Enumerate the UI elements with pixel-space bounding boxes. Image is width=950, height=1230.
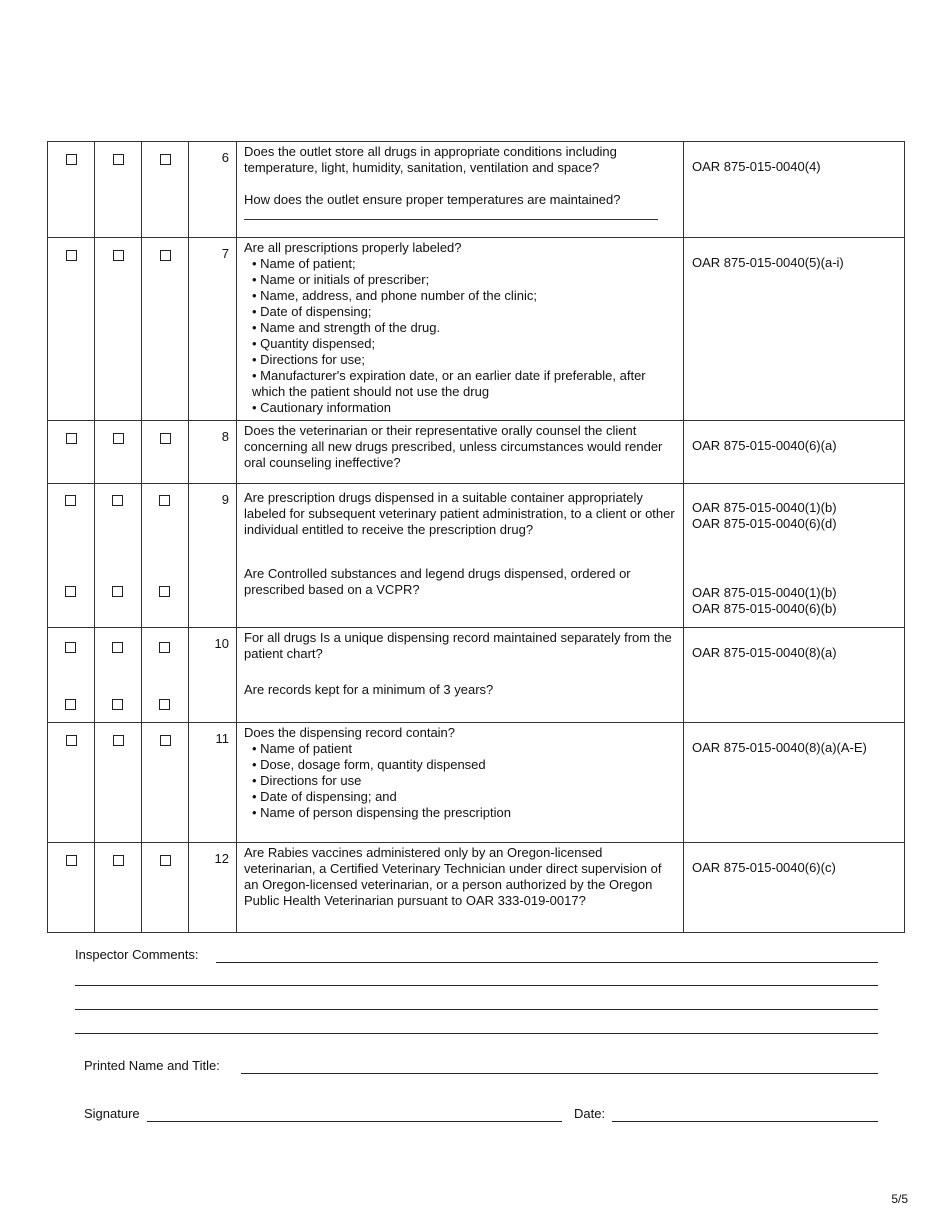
checkbox-no[interactable]: [112, 642, 123, 653]
checkbox-yes[interactable]: [65, 642, 76, 653]
checkbox-na[interactable]: [159, 586, 170, 597]
bullet-item: • Name of patient;: [252, 256, 677, 272]
question-text: Are prescription drugs dispensed in a suitable container appropriately labeled for subsequent veterinary patient administration, to a client or other individual entitled to receive the prescription drug?: [244, 490, 675, 537]
bullet-item: • Date of dispensing; and: [252, 789, 677, 805]
checkbox-na[interactable]: [160, 735, 171, 746]
reference: OAR 875-015-0040(5)(a-i): [692, 255, 844, 270]
checklist-row-10: [48, 628, 905, 723]
checkbox-no[interactable]: [113, 433, 124, 444]
bullet-list: [244, 741, 677, 821]
bullet-item: • Name, address, and phone number of the clinic;: [252, 288, 677, 304]
checkbox-na[interactable]: [160, 154, 171, 165]
question-text-2: Are Controlled substances and legend drugs dispensed, ordered or prescribed based on a VCPR?: [244, 566, 631, 597]
checkbox-yes[interactable]: [66, 154, 77, 165]
question-text: Does the dispensing record contain?: [244, 725, 456, 740]
checkbox-yes[interactable]: [65, 699, 76, 710]
printed-name-label: Printed Name and Title:: [84, 1058, 220, 1073]
item-number: 6: [189, 142, 237, 238]
reference: OAR 875-015-0040(8)(a)(A-E): [692, 740, 867, 755]
checklist-row-6: [48, 142, 905, 238]
signature-label: Signature: [84, 1106, 140, 1121]
date-line[interactable]: [612, 1121, 878, 1122]
reference: OAR 875-015-0040(1)(b): [692, 500, 837, 515]
item-number: 7: [189, 238, 237, 421]
checkbox-no[interactable]: [112, 699, 123, 710]
checkbox-no[interactable]: [113, 154, 124, 165]
answer-line[interactable]: [244, 218, 658, 220]
reference: OAR 875-015-0040(6)(a): [692, 438, 837, 453]
checkbox-no[interactable]: [113, 855, 124, 866]
question-text: Does the outlet store all drugs in appropriate conditions including temperature, light, humidity, sanitation, ventilation and space?: [244, 144, 617, 175]
checkbox-no[interactable]: [112, 586, 123, 597]
checkbox-no[interactable]: [113, 735, 124, 746]
checkbox-na[interactable]: [160, 855, 171, 866]
item-number: 10: [189, 628, 237, 723]
question-text-2: How does the outlet ensure proper temperatures are maintained?: [244, 192, 621, 207]
checklist-row-8: [48, 421, 905, 484]
reference: OAR 875-015-0040(6)(d): [692, 516, 837, 531]
question-text-2: Are records kept for a minimum of 3 years?: [244, 682, 494, 697]
reference: OAR 875-015-0040(1)(b): [692, 585, 837, 600]
checklist-row-11: [48, 723, 905, 843]
reference: OAR 875-015-0040(8)(a): [692, 645, 837, 660]
bullet-item: • Cautionary information: [252, 400, 677, 416]
reference: OAR 875-015-0040(6)(b): [692, 601, 837, 616]
inspection-checklist: [47, 141, 905, 933]
bullet-item: • Manufacturer's expiration date, or an earlier date if preferable, after which the patient should not use the drug: [252, 368, 677, 400]
checklist-row-9: [48, 484, 905, 628]
bullet-item: • Quantity dispensed;: [252, 336, 677, 352]
question-text: Are all prescriptions properly labeled?: [244, 240, 462, 255]
bullet-item: • Directions for use: [252, 773, 677, 789]
bullet-list: [244, 256, 677, 416]
checkbox-yes[interactable]: [66, 433, 77, 444]
bullet-item: • Name or initials of prescriber;: [252, 272, 677, 288]
checklist-row-12: [48, 843, 905, 933]
signature-line[interactable]: [147, 1121, 562, 1122]
bullet-item: • Name of person dispensing the prescription: [252, 805, 677, 821]
reference: OAR 875-015-0040(6)(c): [692, 860, 836, 875]
printed-name-line[interactable]: [241, 1073, 878, 1074]
question-text: Does the veterinarian or their representative orally counsel the client concerning all new drugs prescribed, unless circumstances would render oral counseling ineffective?: [244, 423, 663, 470]
inspector-comments-label: Inspector Comments:: [75, 947, 199, 962]
checkbox-no[interactable]: [112, 495, 123, 506]
bullet-item: • Name and strength of the drug.: [252, 320, 677, 336]
bullet-item: • Name of patient: [252, 741, 677, 757]
comments-line[interactable]: [75, 1033, 878, 1034]
checkbox-na[interactable]: [159, 495, 170, 506]
page-number: 5/5: [891, 1192, 908, 1206]
date-label: Date:: [574, 1106, 606, 1121]
checkbox-yes[interactable]: [66, 735, 77, 746]
reference: OAR 875-015-0040(4): [692, 159, 821, 174]
question-text: For all drugs Is a unique dispensing record maintained separately from the patient chart?: [244, 630, 672, 661]
bullet-item: • Dose, dosage form, quantity dispensed: [252, 757, 677, 773]
checkbox-yes[interactable]: [65, 495, 76, 506]
comments-line[interactable]: [75, 985, 878, 986]
checkbox-yes[interactable]: [66, 250, 77, 261]
comments-line[interactable]: [75, 1009, 878, 1010]
bullet-item: • Directions for use;: [252, 352, 677, 368]
checklist-row-7: [48, 238, 905, 421]
checkbox-yes[interactable]: [66, 855, 77, 866]
checkbox-na[interactable]: [160, 250, 171, 261]
item-number: 8: [189, 421, 237, 484]
checkbox-no[interactable]: [113, 250, 124, 261]
checkbox-na[interactable]: [160, 433, 171, 444]
item-number: 11: [189, 723, 237, 843]
item-number: 9: [189, 484, 237, 628]
checkbox-na[interactable]: [159, 699, 170, 710]
bullet-item: • Date of dispensing;: [252, 304, 677, 320]
item-number: 12: [189, 843, 237, 933]
checkbox-na[interactable]: [159, 642, 170, 653]
question-text: Are Rabies vaccines administered only by an Oregon-licensed veterinarian, a Certified Veterinary Technician under direct supervision of an Oregon-licensed veterinarian, or a person authorized by the Oregon Public Health Veterinarian pursuant to OAR 333-019-0017?: [244, 845, 662, 908]
checkbox-yes[interactable]: [65, 586, 76, 597]
comments-line[interactable]: [216, 962, 878, 963]
